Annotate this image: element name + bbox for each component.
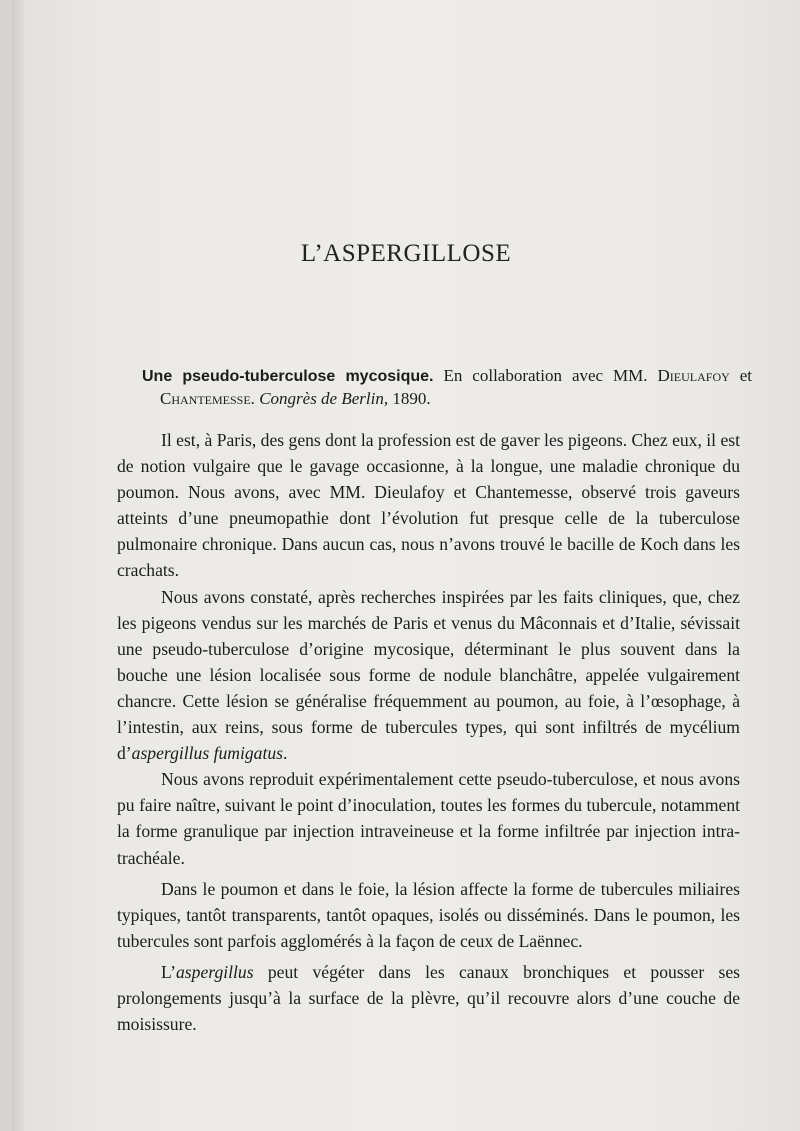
paragraph-2	[117, 584, 740, 767]
bibliographic-reference	[142, 365, 752, 410]
reference-year: 1890.	[392, 389, 431, 408]
article-body	[117, 427, 740, 1037]
page-edge-shadow	[12, 0, 26, 1131]
paragraph-5-italic: aspergillus	[176, 961, 254, 982]
reference-and: et	[739, 366, 753, 385]
paragraph-3	[117, 766, 740, 870]
paragraph-5-text: peut végéter dans les canaux bronchiques et pousser ses prolongements jusqu’à la surface de la plèvre, qu’il recouvre alors d’une couche de moisissure.	[117, 961, 740, 1035]
page	[12, 0, 800, 1131]
paragraph-4	[117, 876, 740, 954]
paragraph-3-text: Nous avons reproduit expérimentalement cette pseudo-tuberculose, et nous avons pu faire naître, suivant le point d’inoculation, toutes les formes du tubercule, notamment la forme granulique par injection intraveineuse et la forme infiltrée par injection intra-trachéale.	[117, 769, 740, 868]
paragraph-5-lead: L’	[161, 961, 176, 982]
paragraph-4-text: Dans le poumon et dans le foie, la lésion affecte la forme de tubercules miliaires typiques, tantôt transparents, tantôt opaques, isolés ou disséminés. Dans le poumon, les tubercules sont parfois agglomérés à la façon de ceux de Laënnec.	[117, 878, 740, 951]
paragraph-1-text: Il est, à Paris, des gens dont la profession est de gaver les pigeons. Chez eux, il est de notion vulgaire que le gavage occasionne, à la longue, une maladie chronique du poumon. Nous avons, avec MM. Dieulafoy et Chantemesse, observé trois gaveurs atteints d’une pneumopathie dont l’évolution fut presque celle de la tuberculose pulmonaire chronique. Dans aucun cas, nous n’avons trouvé le bacille de Koch dans les crachats.	[117, 430, 740, 581]
paragraph-1	[117, 427, 740, 584]
paragraph-2-end: .	[283, 743, 288, 764]
page-title: L’ASPERGILLOSE	[300, 240, 512, 267]
paragraph-2-text: Nous avons constaté, après recherches inspirées par les faits cliniques, que, chez les pigeons vendus sur les marchés de Paris et venus du Mâconnais et d’Italie, sévissait une pseudo-tuberculose d’origine mycosique, déterminant le plus souvent dans la bouche une lésion localisée sous forme de nodule blanchâtre, appelée vulgairement chancre. Cette lésion se généralise fréquemment au poumon, au foie, à l’œsophage, à l’intestin, aux reins, sous forme de tubercules types, qui sont infiltrés de mycélium d’	[117, 586, 740, 764]
paragraph-5	[117, 959, 740, 1037]
reference-line-1	[142, 365, 752, 388]
reference-line-2	[142, 388, 752, 410]
reference-venue: Congrès de Berlin,	[259, 389, 389, 408]
reference-collab-prefix: En collaboration avec MM.	[443, 366, 648, 385]
reference-title: Une pseudo-tuberculose mycosique.	[142, 368, 434, 385]
reference-author-1: Dieulafoy	[657, 366, 730, 385]
reference-author-2: Chantemesse.	[160, 389, 255, 408]
paragraph-2-italic: aspergillus fumigatus	[131, 743, 284, 764]
